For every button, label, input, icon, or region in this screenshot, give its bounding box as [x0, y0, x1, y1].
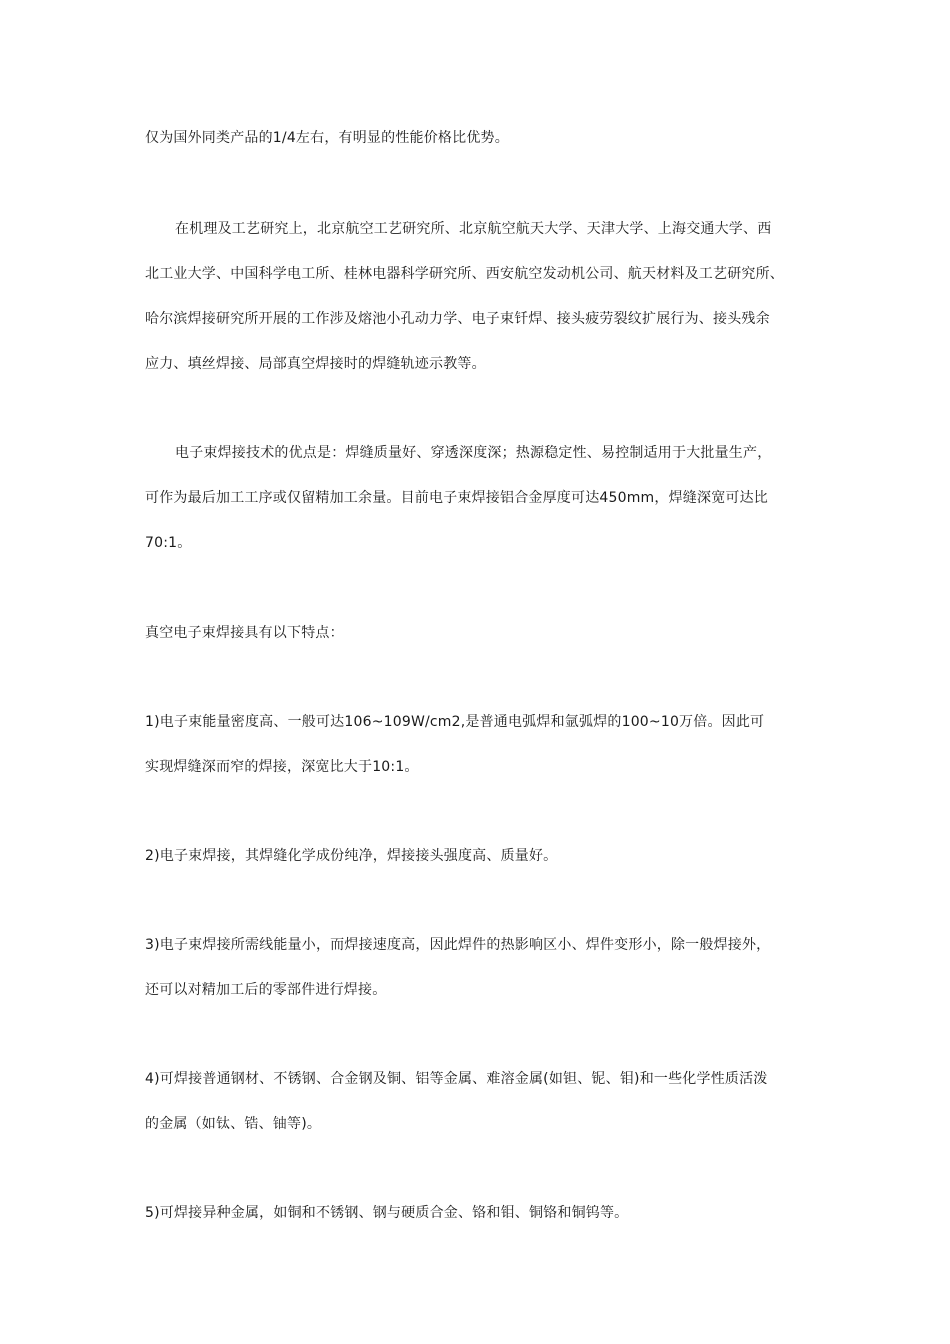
text-line: 仅为国外同类产品的1/4左右，有明显的性能价格比优势。	[145, 130, 509, 146]
text-line: 70:1。	[145, 535, 192, 551]
text-line: 电子束焊接技术的优点是：焊缝质量好、穿透深度深；热源稳定性、易控制适用于大批量生产，	[175, 445, 772, 461]
text-line: 应力、填丝焊接、局部真空焊接时的焊缝轨迹示教等。	[145, 356, 486, 372]
text-line: 2)电子束焊接，其焊缝化学成份纯净，焊接接头强度高、质量好。	[145, 848, 558, 864]
text-line: 1)电子束能量密度高、一般可达106~109W/cm2,是普通电弧焊和氩弧焊的100~10万倍。因此可	[145, 714, 765, 730]
text-line: 北工业大学、中国科学电工所、桂林电器科学研究所、西安航空发动机公司、航天材料及工艺研究所、	[145, 266, 784, 282]
text-line: 5)可焊接异种金属，如铜和不锈钢、钢与硬质合金、铬和钼、铜铬和铜钨等。	[145, 1205, 629, 1221]
text-line: 可作为最后加工工序或仅留精加工余量。目前电子束焊接铝合金厚度可达450mm，焊缝深宽可达比	[145, 490, 768, 506]
text-line: 实现焊缝深而窄的焊接，深宽比大于10:1。	[145, 759, 419, 775]
text-line: 的金属（如钛、锆、铀等)。	[145, 1116, 322, 1132]
text-line: 还可以对精加工后的零部件进行焊接。	[145, 982, 387, 998]
text-line: 4)可焊接普通钢材、不锈钢、合金钢及铜、铝等金属、难溶金属(如钽、铌、钼)和一些化学性质活泼	[145, 1071, 768, 1087]
text-line: 哈尔滨焊接研究所开展的工作涉及熔池小孔动力学、电子束钎焊、接头疲劳裂纹扩展行为、接头残余	[145, 311, 770, 327]
text-line: 3)电子束焊接所需线能量小，而焊接速度高，因此焊件的热影响区小、焊件变形小，除一般焊接外，	[145, 937, 771, 953]
text-line: 真空电子束焊接具有以下特点：	[145, 625, 344, 641]
text-line: 在机理及工艺研究上，北京航空工艺研究所、北京航空航天大学、天津大学、上海交通大学、西	[175, 221, 772, 237]
